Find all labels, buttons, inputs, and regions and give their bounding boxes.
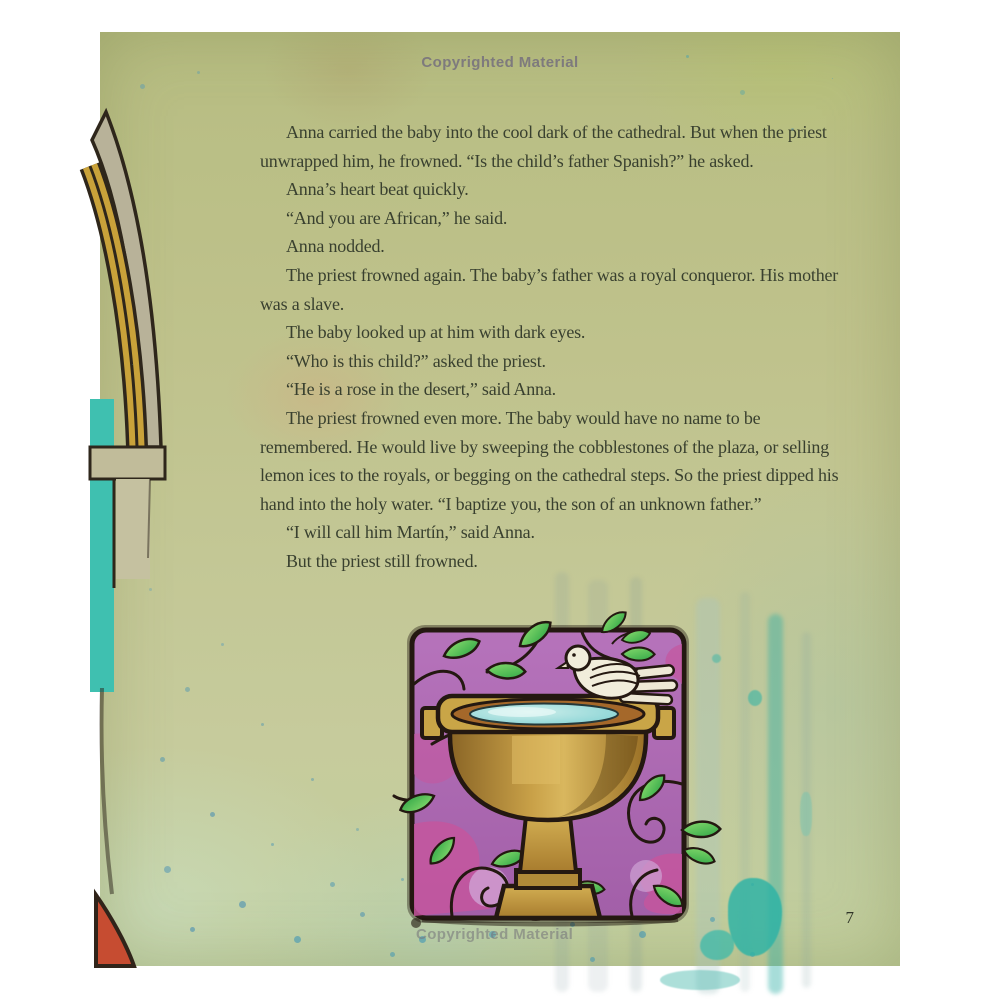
water-highlight xyxy=(488,707,556,717)
teal-splash xyxy=(660,970,740,990)
cathedral-arch-illustration xyxy=(100,88,192,966)
font-base xyxy=(496,886,600,918)
baptismal-font-illustration xyxy=(392,624,728,930)
arch-column xyxy=(116,479,150,579)
teal-splash xyxy=(712,654,721,663)
teal-splash xyxy=(700,930,734,960)
font-stem xyxy=(520,816,576,872)
page-edge-shadow xyxy=(101,688,112,894)
paint-speckles xyxy=(92,24,97,29)
story-text xyxy=(260,118,856,576)
story-paragraph: “I will call him Martín,” said Anna. xyxy=(286,522,535,543)
story-paragraph: Anna nodded. xyxy=(286,236,385,257)
story-paragraph: The priest frowned again. The baby’s father was a royal conqueror. His mother was a slave. xyxy=(260,264,839,314)
teal-splash xyxy=(748,690,762,706)
story-paragraph: Anna’s heart beat quickly. xyxy=(286,179,469,200)
dove-eye xyxy=(572,653,576,657)
red-corner-artwork xyxy=(96,895,134,966)
story-paragraph: “And you are African,” he said. xyxy=(286,207,508,228)
story-paragraph: Anna carried the baby into the cool dark of the cathedral. But when the priest unwrapped him, he frowned. “Is the child’s father Spanish?” he asked. xyxy=(260,122,827,171)
teal-splash xyxy=(800,792,812,836)
story-paragraph: The baby looked up at him with dark eyes. xyxy=(286,322,586,343)
arch-doorway-teal xyxy=(90,399,114,692)
story-paragraph: But the priest still frowned. xyxy=(286,550,478,571)
watermark-top: Copyrighted Material xyxy=(421,54,579,71)
page-number: 7 xyxy=(845,908,854,927)
bowl-highlight-panel xyxy=(512,736,560,784)
dove-head xyxy=(566,646,590,670)
watermark-bottom: Copyrighted Material xyxy=(416,926,574,943)
story-paragraph: The priest frowned even more. The baby would have no name to be remembered. He would live by sweeping the cobblestones of the plaza, or selling lemon ices to the royals, or begging on the cathedral steps. So the priest dipped his hand into the holy water. “I baptize you, the son of an unknown father.” xyxy=(260,407,839,514)
story-paragraph: “Who is this child?” asked the priest. xyxy=(286,350,546,371)
story-paragraph: “He is a rose in the desert,” said Anna. xyxy=(286,379,556,400)
book-page xyxy=(100,32,900,966)
arch-impost-ledge xyxy=(90,447,165,479)
